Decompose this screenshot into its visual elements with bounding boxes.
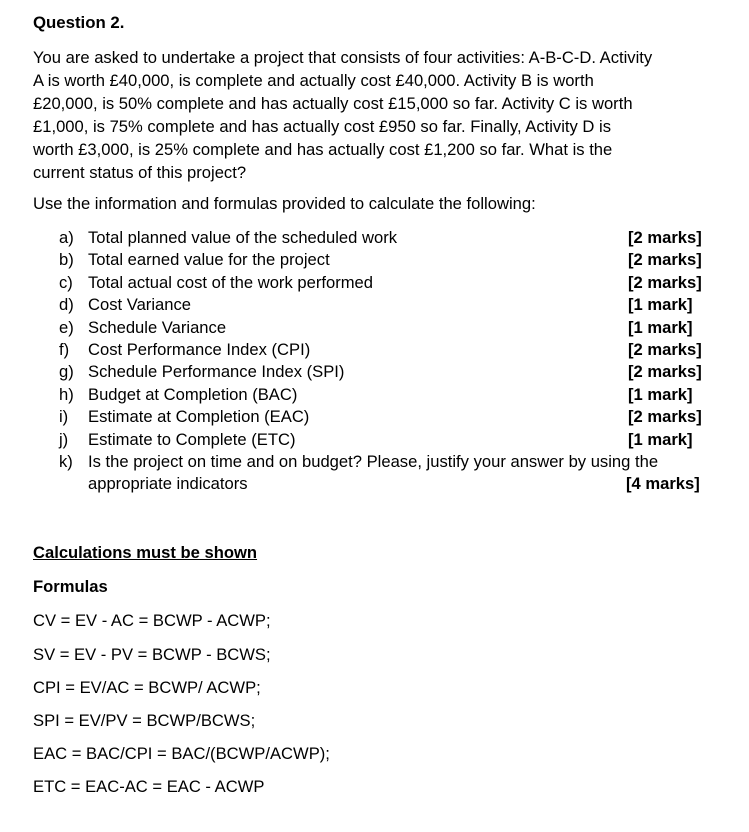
item-marks: [2 marks] <box>628 250 702 270</box>
list-item <box>59 384 709 406</box>
item-text: Schedule Performance Index (SPI) <box>88 362 345 382</box>
item-text: Estimate to Complete (ETC) <box>88 429 296 449</box>
intro-line: £20,000, is 50% complete and has actually cost £15,000 so far. Activity C is worth <box>33 94 633 113</box>
item-marks: [2 marks] <box>628 407 702 427</box>
question-intro <box>33 46 723 184</box>
item-letter: j) <box>59 429 69 449</box>
item-text: Budget at Completion (BAC) <box>88 384 298 404</box>
item-text: appropriate indicators <box>88 474 248 494</box>
item-text: Cost Variance <box>88 295 191 315</box>
item-text: Cost Performance Index (CPI) <box>88 339 311 359</box>
formula-eac: EAC = BAC/CPI = BAC/(BCWP/ACWP); <box>33 744 330 763</box>
list-item <box>59 406 709 428</box>
formulas-title: Formulas <box>33 577 108 596</box>
intro-line: current status of this project? <box>33 163 247 182</box>
item-marks: [2 marks] <box>628 228 702 247</box>
formula-cv: CV = EV - AC = BCWP - ACWP; <box>33 611 271 630</box>
list-item <box>59 294 709 316</box>
item-letter: c) <box>59 272 73 292</box>
formula-sv: SV = EV - PV = BCWP - BCWS; <box>33 645 271 664</box>
item-text: Total planned value of the scheduled work <box>88 228 398 247</box>
intro-line: A is worth £40,000, is complete and actually cost £40,000. Activity B is worth <box>33 71 594 90</box>
instruction-line: Use the information and formulas provided to calculate the following: <box>33 194 536 213</box>
item-letter: d) <box>59 295 74 315</box>
item-letter: b) <box>59 250 74 270</box>
list-item <box>59 272 709 294</box>
item-letter: f) <box>59 339 70 359</box>
item-marks: [1 mark] <box>628 295 693 315</box>
item-text: Total earned value for the project <box>88 250 330 270</box>
intro-line: £1,000, is 75% complete and has actually cost £950 so far. Finally, Activity D is <box>33 117 612 136</box>
list-item <box>59 451 709 473</box>
list-item <box>59 249 709 271</box>
item-letter: a) <box>59 228 74 247</box>
item-letter: i) <box>59 407 69 427</box>
question-heading: Question 2. <box>33 13 125 32</box>
item-marks: [2 marks] <box>628 362 702 382</box>
intro-line: You are asked to undertake a project that consists of four activities: A-B-C-D. Activity <box>33 48 653 67</box>
item-letter: e) <box>59 317 74 337</box>
item-text: Is the project on time and on budget? Please, justify your answer by using the <box>88 451 659 471</box>
item-marks: [1 mark] <box>628 384 693 404</box>
item-letter: g) <box>59 362 74 382</box>
item-text: Schedule Variance <box>88 317 227 337</box>
item-text: Estimate at Completion (EAC) <box>88 407 310 427</box>
item-marks: [1 mark] <box>628 317 693 337</box>
item-letter: k) <box>59 451 73 471</box>
list-item-continuation <box>59 473 709 495</box>
list-item <box>59 339 709 361</box>
question-list <box>59 227 709 496</box>
intro-line: worth £3,000, is 25% complete and has actually cost £1,200 so far. What is the <box>33 140 613 159</box>
item-letter: h) <box>59 384 74 404</box>
item-marks: [1 mark] <box>628 429 693 449</box>
formula-cpi: CPI = EV/AC = BCWP/ ACWP; <box>33 678 261 697</box>
list-item <box>59 317 709 339</box>
calculations-note: Calculations must be shown <box>33 543 258 562</box>
list-item <box>59 227 709 249</box>
item-marks: [4 marks] <box>626 474 700 494</box>
item-marks: [2 marks] <box>628 339 702 359</box>
formula-etc: ETC = EAC-AC = EAC - ACWP <box>33 777 265 796</box>
list-item <box>59 429 709 451</box>
list-item <box>59 361 709 383</box>
item-text: Total actual cost of the work performed <box>88 272 373 292</box>
formula-spi: SPI = EV/PV = BCWP/BCWS; <box>33 711 256 730</box>
item-marks: [2 marks] <box>628 272 702 292</box>
